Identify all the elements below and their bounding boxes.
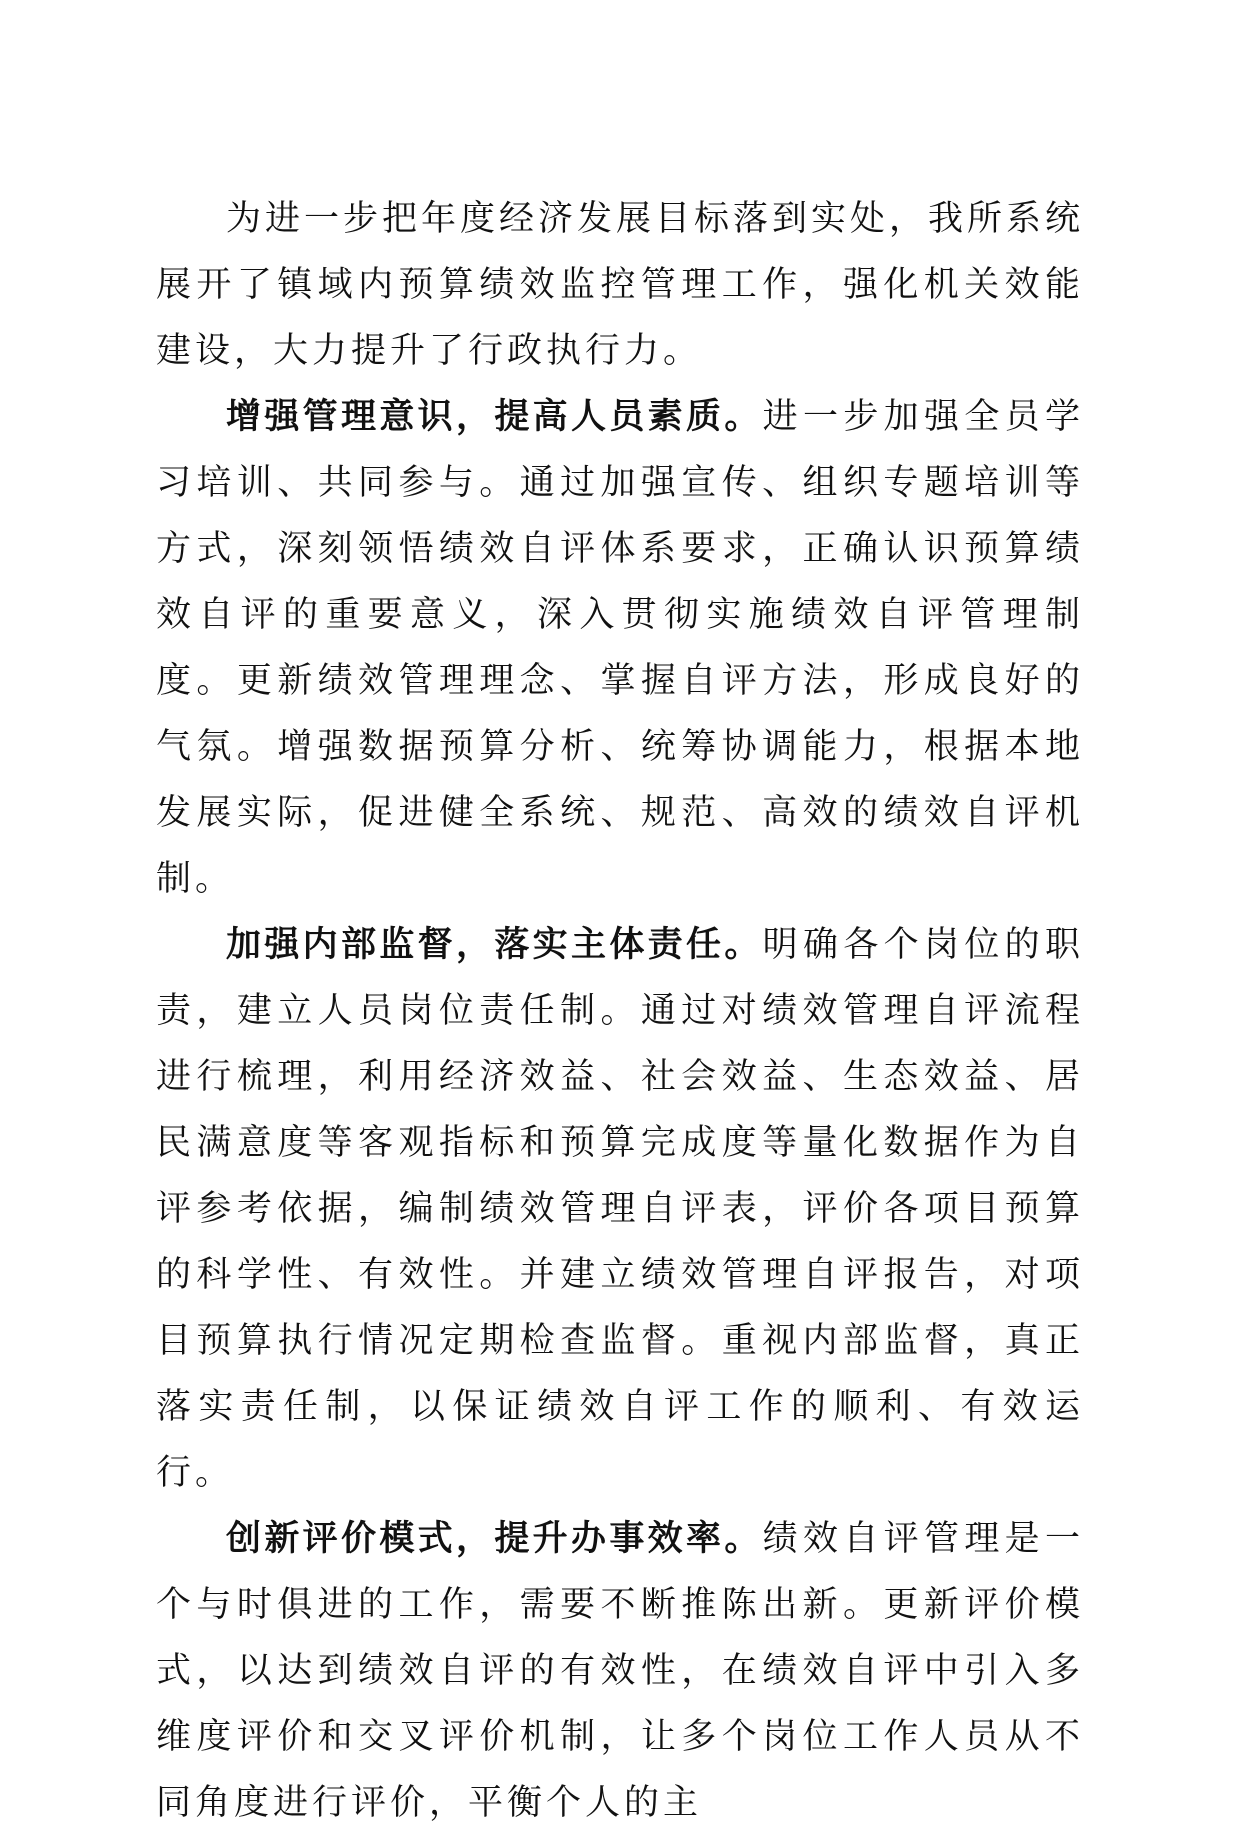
paragraph-text: 绩效自评管理是一个与时俱进的工作，需要不断推陈出新。更新评价模式，以达到绩效自评的有效性，在绩效自评中引入多维度评价和交叉评价机制，让多个岗位工作人员从不同角度进行评价，平衡个人的主 <box>156 1519 1084 1823</box>
paragraph-evaluation-model <box>156 1506 1084 1836</box>
paragraph-lead: 创新评价模式，提升办事效率。 <box>226 1519 763 1559</box>
paragraph-internal-supervision <box>156 912 1084 1506</box>
paragraph-management-awareness <box>156 384 1084 912</box>
paragraph-text: 为进一步把年度经济发展目标落到实处，我所系统展开了镇域内预算绩效监控管理工作，强化机关效能建设，大力提升了行政执行力。 <box>156 199 1085 371</box>
paragraph-lead: 加强内部监督，落实主体责任。 <box>226 925 763 965</box>
document-body <box>156 186 1084 1836</box>
paragraph-intro <box>156 186 1084 384</box>
paragraph-text: 进一步加强全员学习培训、共同参与。通过加强宣传、组织专题培训等方式，深刻领悟绩效自评体系要求，正确认识预算绩效自评的重要意义，深入贯彻实施绩效自评管理制度。更新绩效管理理念、掌握自评方法，形成良好的气氛。增强数据预算分析、统筹协调能力，根据本地发展实际，促进健全系统、规范、高效的绩效自评机制。 <box>156 397 1084 899</box>
paragraph-lead: 增强管理意识，提高人员素质。 <box>226 397 763 437</box>
paragraph-text: 明确各个岗位的职责，建立人员岗位责任制。通过对绩效管理自评流程进行梳理，利用经济效益、社会效益、生态效益、居民满意度等客观指标和预算完成度等量化数据作为自评参考依据，编制绩效管理自评表，评价各项目预算的科学性、有效性。并建立绩效管理自评报告，对项目预算执行情况定期检查监督。重视内部监督，真正落实责任制，以保证绩效自评工作的顺利、有效运行。 <box>156 925 1084 1493</box>
